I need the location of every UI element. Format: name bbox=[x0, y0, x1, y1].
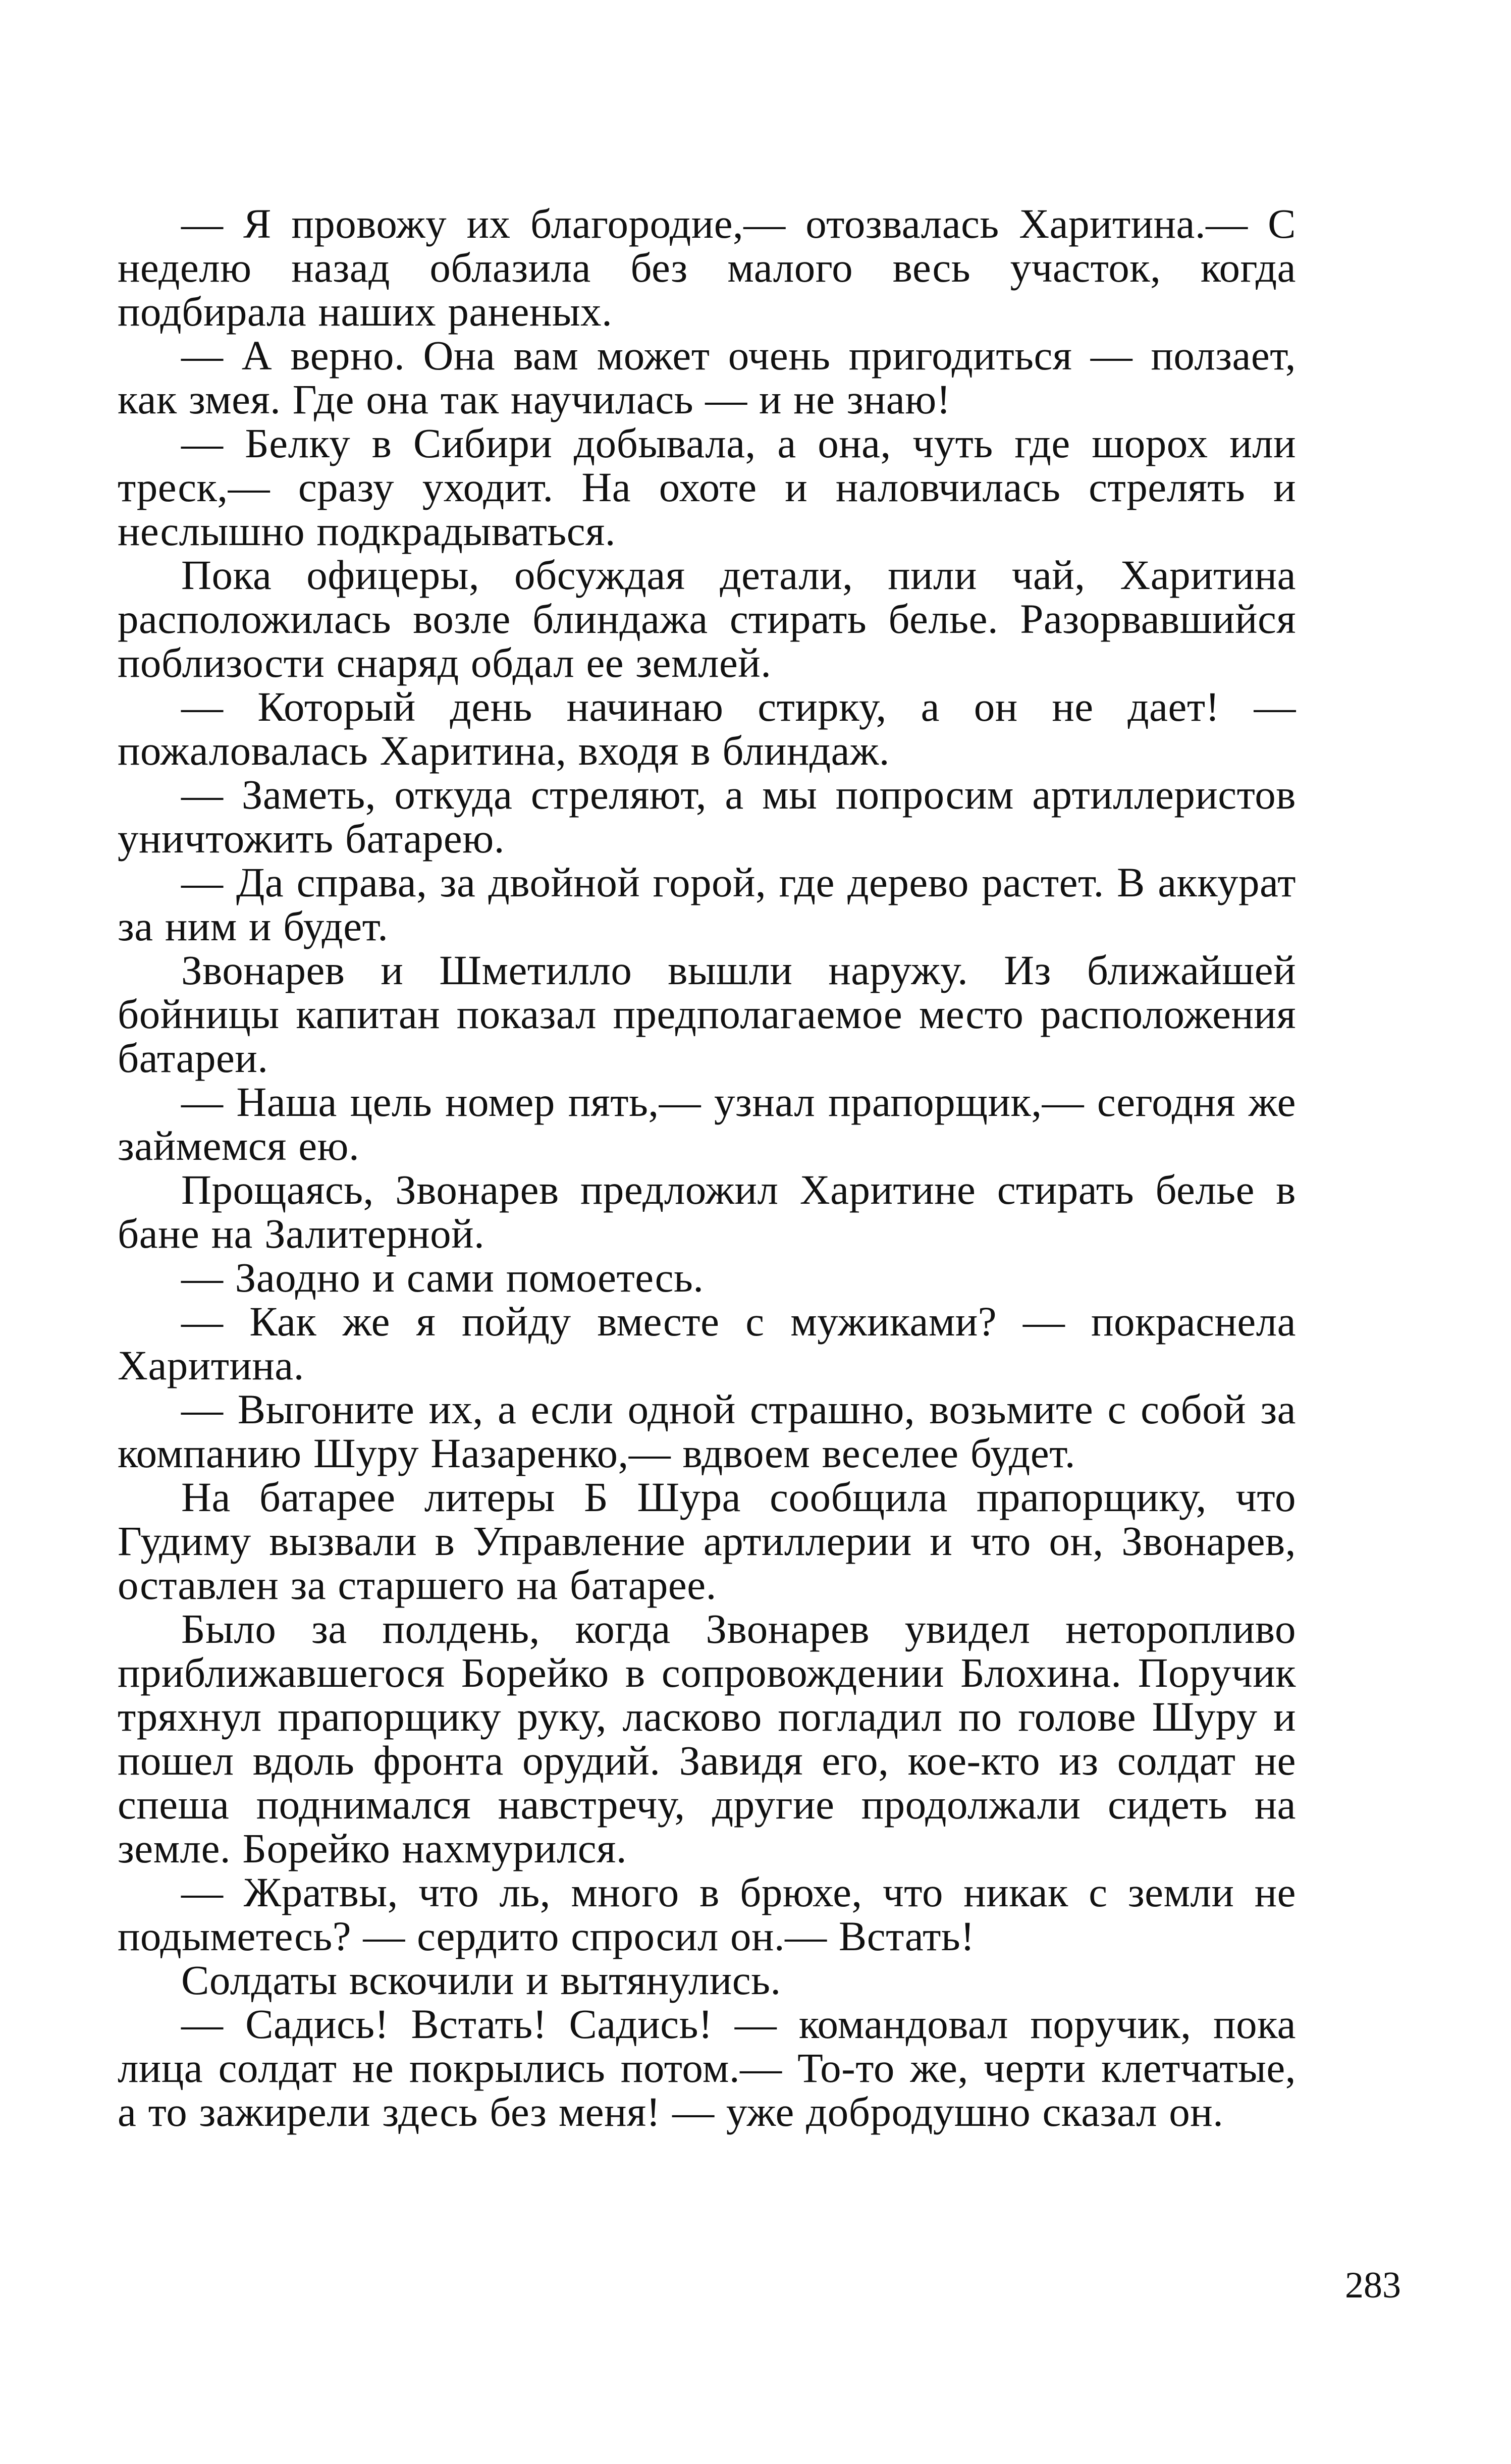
paragraph: — Садись! Встать! Садись! — командовал поручик, пока лица солдат не покрылись потом.— То-то же, черти клетчатые, а то зажирели здесь без меня! — уже добродушно сказал он. bbox=[118, 2001, 1296, 2135]
paragraph: — Заметь, откуда стреляют, а мы попросим артиллеристов уничтожить батарею. bbox=[118, 771, 1296, 862]
paragraph: — А верно. Она вам может очень пригодиться — ползает, как змея. Где она так научилась — и не знаю! bbox=[118, 332, 1296, 422]
paragraph: — Наша цель номер пять,— узнал прапорщик,— сегодня же займемся ею. bbox=[118, 1079, 1296, 1169]
paragraph: Звонарев и Шметилло вышли наружу. Из ближайшей бойницы капитан показал предполагаемое место расположения батареи. bbox=[118, 947, 1296, 1081]
paragraph: — Который день начинаю стирку, а он не дает! — пожаловалась Харитина, входя в блиндаж. bbox=[118, 683, 1296, 774]
paragraph: — Как же я пойду вместе с мужиками? — покраснела Харитина. bbox=[118, 1298, 1296, 1388]
paragraph: На батарее литеры Б Шура сообщила прапорщику, что Гудиму вызвали в Управление артиллерии и что он, Звонарев, оставлен за старшего на батарее. bbox=[118, 1474, 1296, 1608]
paragraph: Было за полдень, когда Звонарев увидел неторопливо приближавшегося Борейко в сопровождении Блохина. Поручик тряхнул прапорщику руку, ласково погладил по голове Шуру и пошел вдоль фронта орудий. Завидя его, кое-кто из солдат не спеша поднимался навстречу, другие продолжали сидеть на земле. Борейко нахмурился. bbox=[118, 1605, 1296, 1871]
paragraph: — Да справа, за двойной горой, где дерево растет. В аккурат за ним и будет. bbox=[118, 859, 1296, 949]
page-body bbox=[118, 202, 1296, 2134]
paragraph: Прощаясь, Звонарев предложил Харитине стирать белье в бане на Залитерной. bbox=[118, 1166, 1296, 1257]
paragraph: — Жратвы, что ль, много в брюхе, что никак с земли не подыметесь? — сердито спросил он.— Встать! bbox=[118, 1869, 1296, 1959]
page-number: 283 bbox=[1345, 2265, 1401, 2306]
paragraph: Солдаты вскочили и вытянулись. bbox=[181, 1957, 781, 2003]
paragraph: — Заодно и сами помоетесь. bbox=[181, 1254, 704, 1301]
paragraph: — Я провожу их благородие,— отозвалась Харитина.— С неделю назад облазила без малого весь участок, когда подбирала наших раненых. bbox=[118, 200, 1296, 335]
paragraph: — Выгоните их, а если одной страшно, возьмите с собой за компанию Шуру Назаренко,— вдвоем веселее будет. bbox=[118, 1386, 1296, 1476]
paragraph: Пока офицеры, обсуждая детали, пили чай, Харитина расположилась возле блиндажа стирать белье. Разорвавшийся поблизости снаряд обдал ее землей. bbox=[118, 552, 1296, 686]
paragraph: — Белку в Сибири добывала, а она, чуть где шорох или треск,— сразу уходит. На охоте и наловчилась стрелять и неслышно подкрадываться. bbox=[118, 420, 1296, 554]
